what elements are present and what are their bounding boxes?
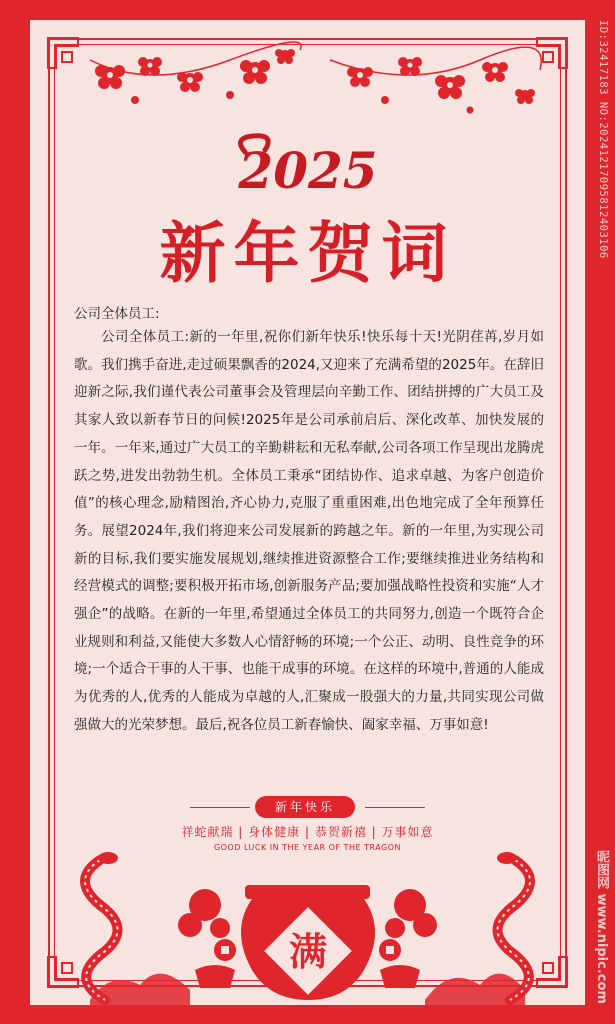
watermark-id: ID:32417183 NO:20241217095812403106 bbox=[597, 20, 609, 259]
divider bbox=[190, 807, 250, 808]
wishes-line: 祥蛇献瑞 | 身体健康 | 恭贺新禧 | 万事如意 bbox=[181, 825, 434, 839]
page-title: 新年贺词 bbox=[159, 214, 456, 292]
watermark-site: 昵图网 www.nipic.com bbox=[594, 850, 609, 1004]
letter-body: 公司全体员工:新的一年里,祝你们新年快乐!快乐每十天!光阴荏苒,岁月如歌。我们携手奋进,走过硕果飘香的2024,又迎来了充满希望的2025年。在辞旧迎新之际,我们谨代表公司董事会及管理层向辛勤工作、团结拼搏的广大员工及其家人致以新春节日的问候!2025年是公司承前启后、深化改革、加快发展的一年。一年来,通过广大员工的辛勤耕耘和无私奉献,公司各项工作呈现出龙腾虎跃之势,进发出勃勃生机。全体员工秉承“团结协作、追求卓越、为客户创造价值”的核心理念,励精图治,齐心协力,克服了重重困难,出色地完成了全年预算任务。展望2024年,我们将迎来公司发展新的跨越之年。新的一年里,为实现公司新的目标,我们要实施发展规划,继续推进资源整合工作;要继续推进业务结构和经营模式的调整;要积极开拓市场,创新服务产品;要加强战略性投资和实施“人才强企”的战略。在新的一年里,希望通过全体员工的共同努力,创造一个既符合企业规则和利益,又能使大多数人心情舒畅的环境;一个公正、动明、良性竞争的环境;一个适合干事的人干事、也能干成事的环境。在这样的环境中,普通的人能成为优秀的人,优秀的人能成为卓越的人,汇聚成一股强大的力量,共同实现公司做强做大的光荣梦想。最后,祝各位员工新春愉快、阖家幸福、万事如意! bbox=[74, 329, 544, 733]
year-logo bbox=[30, 130, 585, 204]
snake-left-icon bbox=[85, 852, 118, 1000]
paper-frame bbox=[30, 20, 585, 1005]
divider bbox=[365, 807, 425, 808]
plum-blossom-icon bbox=[30, 20, 585, 140]
english-slogan: GOOD LUCK IN THE YEAR OF THE TRAGON bbox=[213, 843, 402, 852]
papercut-scene bbox=[30, 850, 585, 1005]
snake-year-icon bbox=[223, 130, 393, 200]
svg-text:2025: 2025 bbox=[237, 141, 378, 200]
letter-greeting: 公司全体员工: bbox=[74, 306, 160, 322]
new-year-badge: 新年快乐 bbox=[255, 796, 355, 818]
jar-character: 满 bbox=[288, 929, 328, 974]
